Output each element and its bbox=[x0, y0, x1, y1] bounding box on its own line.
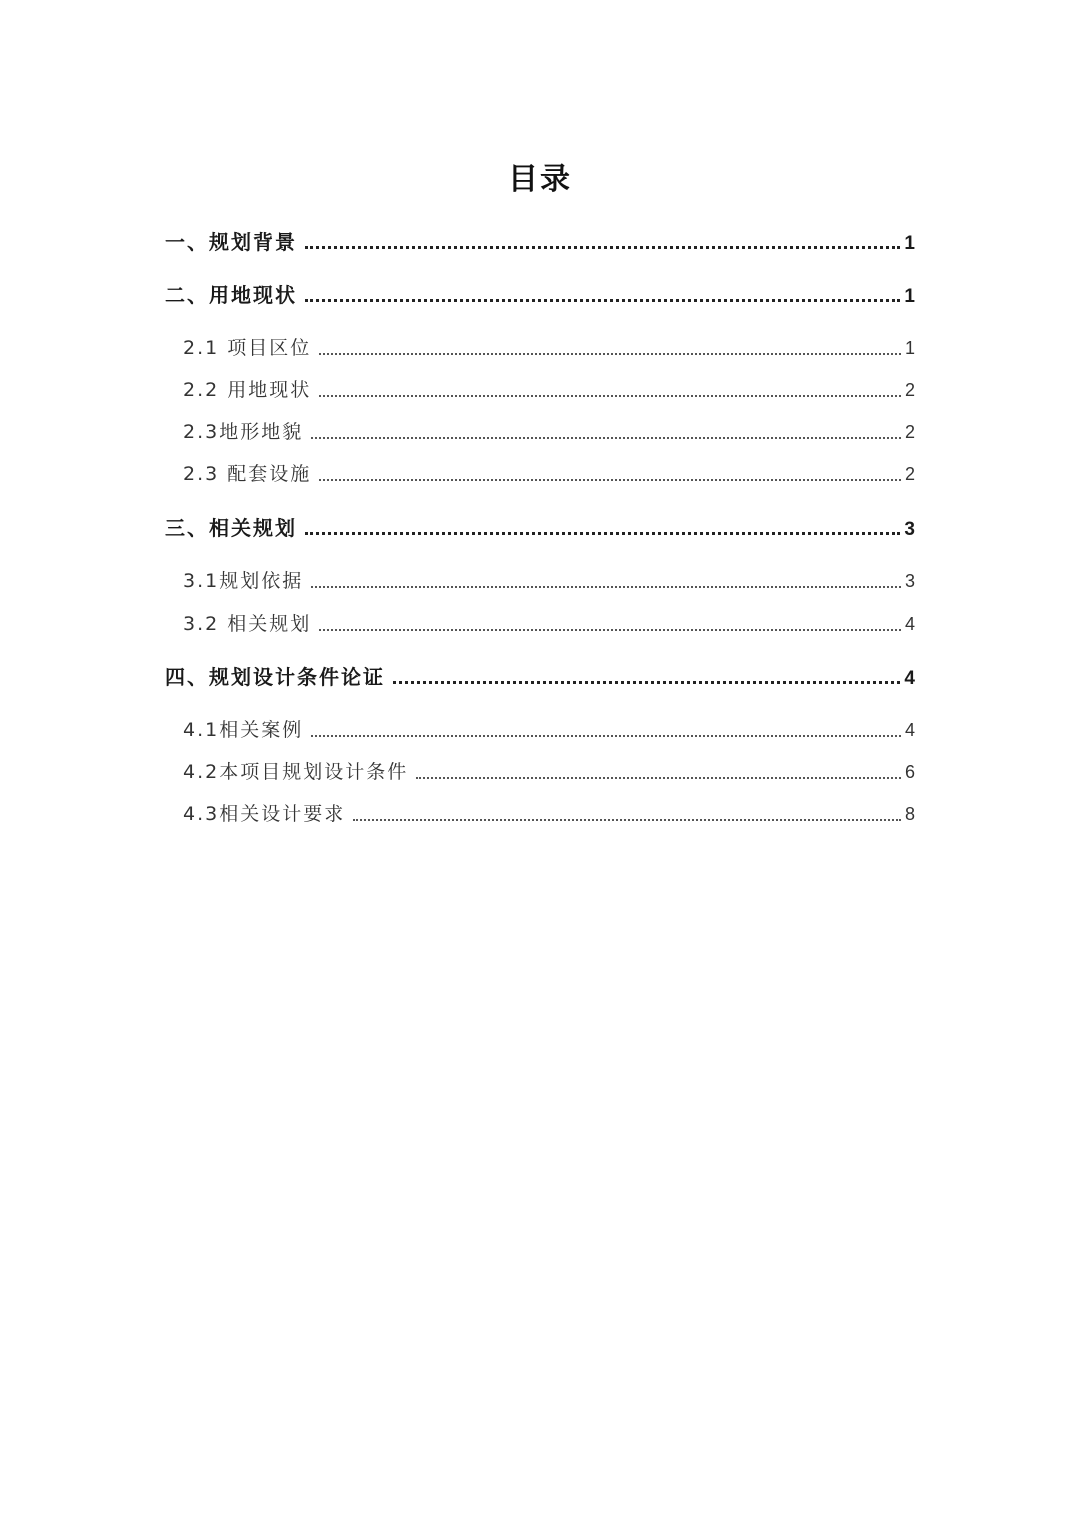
toc-entry-text: 四、规划设计条件论证 bbox=[165, 665, 385, 689]
toc-entry-text: 2.2 用地现状 bbox=[183, 379, 312, 401]
dot-leader bbox=[319, 629, 901, 631]
dot-leader bbox=[319, 479, 901, 481]
toc-entry-3-1[interactable] bbox=[183, 565, 915, 597]
dot-leader bbox=[319, 353, 901, 355]
toc-entry-text: 2.1 项目区位 bbox=[183, 337, 312, 359]
toc-entry-text: 3.1规划依据 bbox=[183, 570, 304, 592]
toc-entry-2-3b[interactable] bbox=[183, 458, 915, 490]
toc-page-number: 2 bbox=[904, 464, 915, 484]
toc-entry-text: 4.1相关案例 bbox=[183, 719, 304, 741]
toc-title: 目录 bbox=[508, 162, 572, 197]
toc-entry-section-4[interactable] bbox=[165, 661, 915, 693]
toc-entry-2-2[interactable] bbox=[183, 374, 915, 406]
toc-entry-section-2[interactable] bbox=[165, 279, 915, 311]
dot-leader bbox=[319, 395, 901, 397]
toc-entry-4-3[interactable] bbox=[183, 798, 915, 830]
toc-entry-4-1[interactable] bbox=[183, 714, 915, 746]
toc-page-number: 3 bbox=[904, 519, 915, 540]
toc-page-number: 6 bbox=[904, 762, 915, 782]
toc-page-number: 3 bbox=[904, 571, 915, 591]
toc-entry-section-1[interactable] bbox=[165, 226, 915, 258]
toc-entry-text: 3.2 相关规划 bbox=[183, 613, 312, 635]
toc-entry-2-1[interactable] bbox=[183, 332, 915, 364]
toc-entry-section-3[interactable] bbox=[165, 512, 915, 544]
toc-entry-2-3a[interactable] bbox=[183, 416, 915, 448]
dot-leader bbox=[305, 299, 900, 302]
toc-entry-text: 4.3相关设计要求 bbox=[183, 803, 346, 825]
dot-leader bbox=[305, 246, 900, 249]
toc-page-number: 1 bbox=[904, 338, 915, 358]
toc-entry-text: 一、规划背景 bbox=[165, 230, 297, 254]
toc-page-number: 1 bbox=[904, 233, 915, 254]
dot-leader bbox=[311, 586, 901, 588]
toc-entry-text: 2.3地形地貌 bbox=[183, 421, 304, 443]
dot-leader bbox=[416, 777, 901, 779]
toc-page-number: 2 bbox=[904, 380, 915, 400]
toc-page-number: 4 bbox=[904, 720, 915, 740]
toc-page-number: 4 bbox=[904, 668, 915, 689]
dot-leader bbox=[393, 681, 900, 684]
toc-entry-3-2[interactable] bbox=[183, 608, 915, 640]
toc-entry-text: 2.3 配套设施 bbox=[183, 463, 312, 485]
toc-page-number: 8 bbox=[904, 804, 915, 824]
dot-leader bbox=[311, 735, 901, 737]
toc-page-number: 2 bbox=[904, 422, 915, 442]
toc-page-number: 1 bbox=[904, 286, 915, 307]
toc-page-number: 4 bbox=[904, 614, 915, 634]
toc-entry-text: 三、相关规划 bbox=[165, 516, 297, 540]
toc-entry-4-2[interactable] bbox=[183, 756, 915, 788]
dot-leader bbox=[305, 532, 900, 535]
dot-leader bbox=[353, 819, 901, 821]
dot-leader bbox=[311, 437, 901, 439]
toc-entry-text: 4.2本项目规划设计条件 bbox=[183, 761, 409, 783]
toc-entry-text: 二、用地现状 bbox=[165, 283, 297, 307]
